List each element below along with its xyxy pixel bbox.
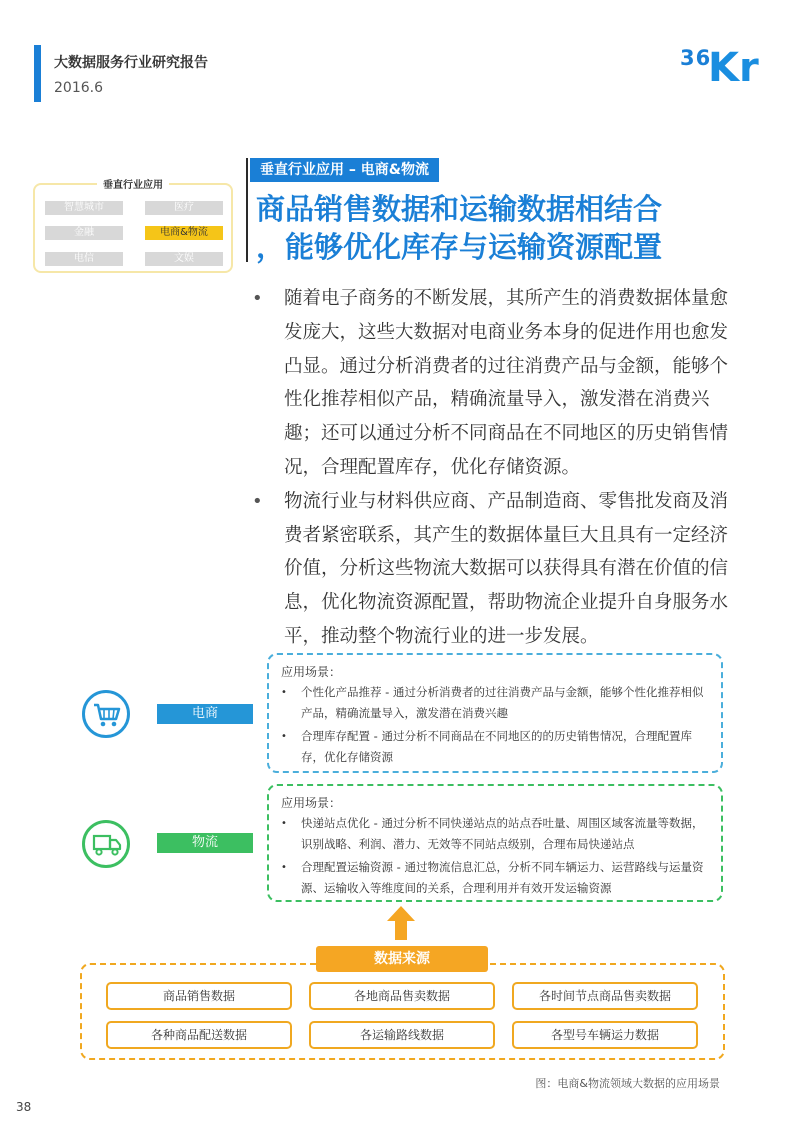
bullet-dot: •: [281, 731, 287, 742]
brand-logo: [680, 44, 764, 90]
truck-icon: [82, 820, 130, 868]
headline-line-1: 商品销售数据和运输数据相结合: [256, 192, 663, 226]
section-headline: [256, 190, 726, 266]
shopping-cart-icon: [82, 690, 130, 738]
data-source-box: [80, 963, 725, 1060]
ecommerce-scenarios: [267, 653, 723, 773]
bullet-dot: •: [281, 818, 287, 829]
report-title: 大数据服务行业研究报告: [54, 55, 208, 71]
logistics-scenarios: [267, 784, 723, 902]
headline-line-2: ，能够优化库存与运输资源配置: [256, 230, 663, 264]
data-source-item: 各种商品配送数据: [106, 1021, 292, 1049]
nav-item-telecom[interactable]: 电信: [45, 252, 123, 266]
nav-item-ecommerce-logistics[interactable]: 电商&物流: [145, 226, 223, 240]
scenario-item: • 合理配置运输资源 - 通过物流信息汇总，分析不同车辆运力、运营路线与运量资源、运输收入等维度间的关系，合理利用并有效开发运输资源: [279, 857, 711, 899]
nav-item-finance[interactable]: 金融: [45, 226, 123, 240]
scenario-item: • 个性化产品推荐 - 通过分析消费者的过往消费产品与金额，能够个性化推荐相似产品，精确流量导入，激发潜在消费兴趣: [279, 682, 711, 724]
data-source-item: 各时间节点商品售卖数据: [512, 982, 698, 1010]
data-source-item: 各型号车辆运力数据: [512, 1021, 698, 1049]
report-date: 2016.6: [54, 80, 103, 96]
logo-text: Kr: [708, 45, 759, 91]
body-bullets: [252, 282, 732, 654]
bullet-dot: •: [281, 862, 287, 873]
page-number: 38: [16, 1100, 32, 1114]
data-source-item: 各运输路线数据: [309, 1021, 495, 1049]
header-accent-bar: [34, 45, 41, 102]
body-bullet: • 物流行业与材料供应商、产品制造商、零售批发商及消费者紧密联系，其产生的数据体量巨大且具有一定经济价值，分析这些物流大数据可以获得具有潜在价值的信息，优化物流资源配置，帮助物流企业提升自身服务水平，推动整个物流行业的进一步发展。: [252, 485, 732, 654]
nav-title: 垂直行业应用: [35, 176, 231, 191]
data-source-item: 商品销售数据: [106, 982, 292, 1010]
vertical-industry-nav: [33, 180, 233, 273]
scenario-item: • 合理库存配置 - 通过分析不同商品在不同地区的的历史销售情况，合理配置库存，优化存储资源: [279, 726, 711, 768]
bullet-dot: •: [252, 288, 263, 309]
scenario-item: • 快递站点优化 - 通过分析不同快递站点的站点吞吐量、周围区域客流量等数据，识别战略、利润、潜力、无效等不同站点级别，合理布局快递站点: [279, 813, 711, 855]
bullet-dot: •: [281, 687, 287, 698]
nav-item-medical[interactable]: 医疗: [145, 201, 223, 215]
logo-number: 36: [680, 46, 712, 70]
section-label: 垂直行业应用 – 电商&物流: [250, 158, 439, 182]
data-source-item: 各地商品售卖数据: [309, 982, 495, 1010]
scenario-title: 应用场景：: [281, 796, 342, 810]
figure-caption: 图：电商&物流领域大数据的应用场景: [535, 1077, 720, 1090]
logistics-label: 物流: [157, 833, 253, 853]
nav-item-entertainment[interactable]: 文娱: [145, 252, 223, 266]
bullet-dot: •: [252, 490, 263, 512]
ecommerce-label: 电商: [157, 704, 253, 724]
section-divider: [246, 158, 248, 262]
arrow-up-icon: [387, 906, 415, 940]
nav-item-smart-city[interactable]: 智慧城市: [45, 201, 123, 215]
body-bullet: • 随着电子商务的不断发展，其所产生的消费数据体量愈发庞大，这些大数据对电商业务本身的促进作用也愈发凸显。通过分析消费者的过往消费产品与金额，能够个性化推荐相似产品，精确流量导入，激发潜在消费兴趣；还可以通过分析不同商品在不同地区的历史销售情况，合理配置库存，优化存储资源。: [252, 282, 732, 485]
scenario-title: 应用场景：: [281, 665, 342, 679]
data-source-title: 数据来源: [316, 946, 488, 972]
